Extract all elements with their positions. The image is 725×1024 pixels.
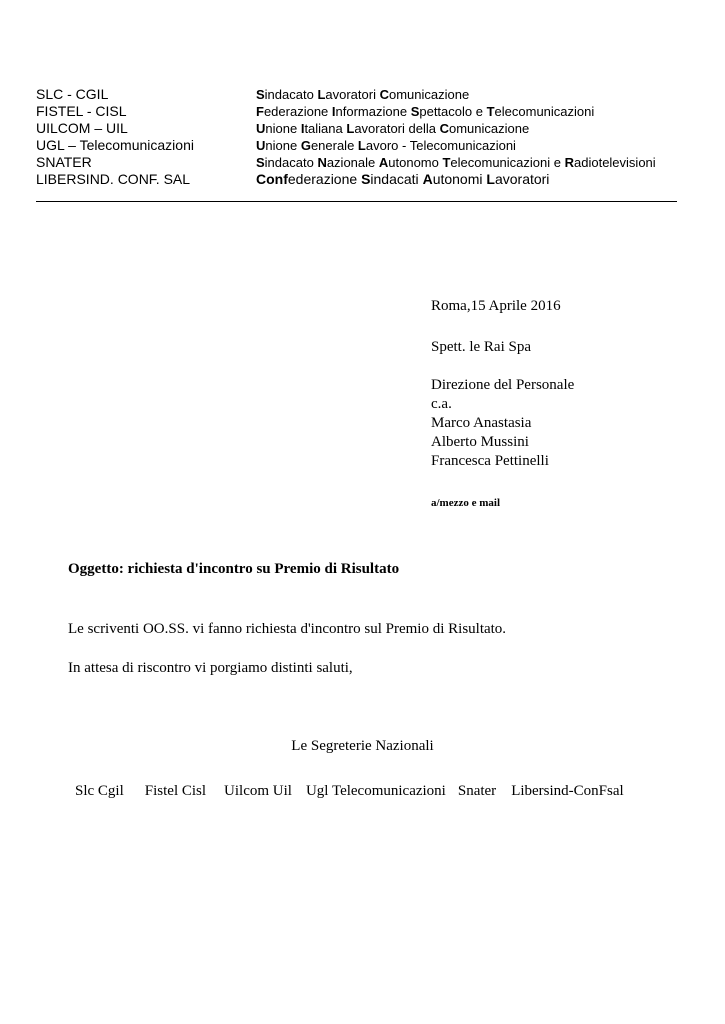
signatory: Libersind-ConFsal bbox=[511, 783, 624, 799]
attention-label: c.a. bbox=[431, 396, 452, 412]
recipient-company: Spett. le Rai Spa bbox=[431, 339, 531, 355]
letter-date: Roma,15 Aprile 2016 bbox=[431, 298, 561, 314]
union-full-name: Federazione Informazione Spettacolo e Telecomunicazioni bbox=[256, 104, 595, 119]
union-abbreviation: FISTEL - CISL bbox=[36, 103, 127, 119]
signatories-list bbox=[75, 783, 624, 800]
union-full-name: Sindacato Lavoratori Comunicazione bbox=[256, 87, 470, 102]
union-full-name: Sindacato Nazionale Autonomo Telecomunicazioni e Radiotelevisioni bbox=[256, 155, 656, 170]
recipient-name: Alberto Mussini bbox=[431, 434, 529, 450]
closing-signature: Le Segreterie Nazionali bbox=[291, 738, 434, 754]
union-header bbox=[36, 86, 656, 188]
union-abbreviation: UILCOM – UIL bbox=[36, 120, 128, 136]
header-divider bbox=[36, 201, 677, 202]
union-abbreviation: UGL – Telecomunicazioni bbox=[36, 137, 194, 153]
signatory: Slc Cgil bbox=[75, 783, 124, 799]
recipient-name: Marco Anastasia bbox=[431, 415, 532, 431]
union-row bbox=[36, 154, 656, 171]
signatory: Uilcom Uil bbox=[224, 783, 292, 799]
union-row bbox=[36, 120, 656, 137]
letter-subject: Oggetto: richiesta d'incontro su Premio di Risultato bbox=[68, 561, 400, 577]
union-full-name: Unione Generale Lavoro - Telecomunicazioni bbox=[256, 138, 516, 153]
signatory: Snater bbox=[457, 783, 497, 799]
recipient-block bbox=[431, 376, 574, 471]
union-full-name: Confederazione Sindacati Autonomi Lavoratori bbox=[256, 171, 550, 187]
body-paragraph: Le scriventi OO.SS. vi fanno richiesta d'incontro sul Premio di Risultato. bbox=[68, 621, 507, 637]
union-row bbox=[36, 137, 656, 154]
union-row bbox=[36, 103, 656, 120]
body-paragraph: In attesa di riscontro vi porgiamo distinti saluti, bbox=[68, 660, 353, 676]
union-abbreviation: SNATER bbox=[36, 154, 92, 170]
union-abbreviation: SLC - CGIL bbox=[36, 86, 109, 102]
delivery-method: a/mezzo e mail bbox=[431, 497, 501, 509]
signatory: Fistel Cisl bbox=[144, 783, 207, 799]
union-abbreviation: LIBERSIND. CONF. SAL bbox=[36, 171, 191, 187]
recipient-name: Francesca Pettinelli bbox=[431, 453, 549, 469]
signatory: Ugl Telecomunicazioni bbox=[305, 783, 446, 799]
union-row bbox=[36, 86, 656, 103]
recipient-department: Direzione del Personale bbox=[431, 377, 575, 393]
union-row bbox=[36, 171, 656, 188]
union-full-name: Unione Italiana Lavoratori della Comunicazione bbox=[256, 121, 530, 136]
